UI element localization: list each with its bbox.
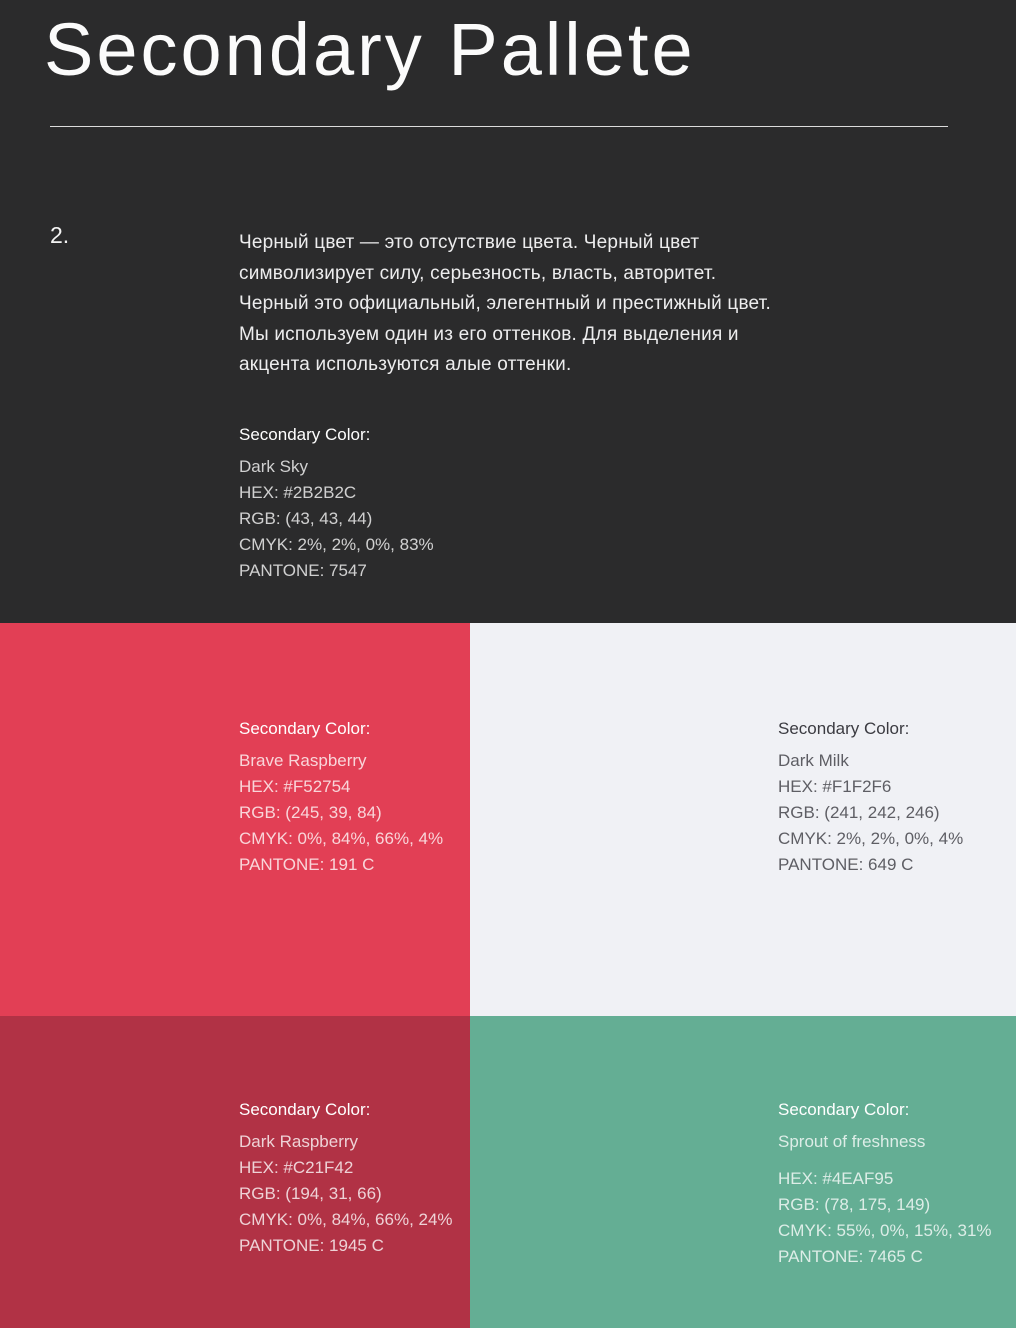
swatch-info-sprout-of-freshness — [778, 1097, 992, 1270]
swatch-rgb: RGB: (43, 43, 44) — [239, 509, 373, 528]
swatch-cmyk: CMYK: 0%, 84%, 66%, 24% — [239, 1210, 453, 1229]
swatch-hex: HEX: #F1F2F6 — [778, 777, 892, 796]
swatch-name: Dark Sky — [239, 457, 308, 476]
swatch-rgb: RGB: (78, 175, 149) — [778, 1195, 931, 1214]
description-line: акцента используются алые оттенки. — [239, 354, 572, 375]
description-line: символизирует силу, серьезность, власть, авторитет. — [239, 262, 717, 284]
swatch-cmyk: CMYK: 2%, 2%, 0%, 83% — [239, 535, 434, 554]
swatch-heading: Secondary Color: — [778, 1100, 910, 1119]
swatch-info-dark-sky — [239, 422, 434, 584]
page-title: Secondary Pallete — [44, 8, 696, 91]
swatch-hex: HEX: #F52754 — [239, 777, 351, 796]
swatch-info-dark-milk — [778, 716, 963, 878]
swatch-rgb: RGB: (245, 39, 84) — [239, 803, 382, 822]
swatch-cmyk: CMYK: 0%, 84%, 66%, 4% — [239, 829, 444, 848]
swatch-name: Dark Raspberry — [239, 1132, 359, 1151]
swatch-info-dark-raspberry — [239, 1097, 453, 1259]
description-line: Черный это официальный, элегентный и престижный цвет. — [239, 293, 771, 314]
swatch-heading: Secondary Color: — [239, 719, 371, 738]
swatch-block-brave-raspberry — [0, 623, 470, 1016]
swatch-pantone: PANTONE: 191 C — [239, 855, 375, 874]
swatch-heading: Secondary Color: — [239, 1100, 371, 1119]
swatch-rgb: RGB: (194, 31, 66) — [239, 1184, 382, 1203]
swatch-rgb: RGB: (241, 242, 246) — [778, 803, 940, 822]
swatch-heading: Secondary Color: — [778, 719, 910, 738]
section-dark-sky — [0, 0, 1016, 623]
swatch-pantone: PANTONE: 7547 — [239, 561, 367, 580]
swatch-pantone: PANTONE: 1945 C — [239, 1236, 384, 1255]
swatch-pantone: PANTONE: 7465 C — [778, 1247, 923, 1266]
description-paragraph — [239, 228, 771, 381]
swatch-name: Dark Milk — [778, 751, 849, 770]
swatch-row-bottom — [0, 1016, 1016, 1328]
swatch-cmyk: CMYK: 2%, 2%, 0%, 4% — [778, 829, 964, 848]
description-line: Черный цвет — это отсутствие цвета. Черный цвет — [239, 232, 700, 253]
swatch-name: Sprout of freshness — [778, 1132, 926, 1151]
section-number: 2. — [50, 222, 70, 248]
swatch-hex: HEX: #2B2B2C — [239, 483, 357, 502]
swatch-cmyk: CMYK: 55%, 0%, 15%, 31% — [778, 1221, 992, 1240]
swatch-block-dark-milk — [470, 623, 1016, 1016]
swatch-name: Brave Raspberry — [239, 751, 367, 770]
swatch-row-middle — [0, 623, 1016, 1016]
swatch-hex: HEX: #4EAF95 — [778, 1169, 894, 1188]
description-line: Мы используем один из его оттенков. Для выделения и — [239, 323, 739, 345]
swatch-info-brave-raspberry — [239, 716, 443, 878]
swatch-pantone: PANTONE: 649 C — [778, 855, 914, 874]
title-divider — [50, 126, 948, 127]
swatch-block-sprout-of-freshness — [470, 1016, 1016, 1328]
swatch-hex: HEX: #C21F42 — [239, 1158, 354, 1177]
swatch-block-dark-raspberry — [0, 1016, 470, 1328]
swatch-heading: Secondary Color: — [239, 425, 371, 444]
